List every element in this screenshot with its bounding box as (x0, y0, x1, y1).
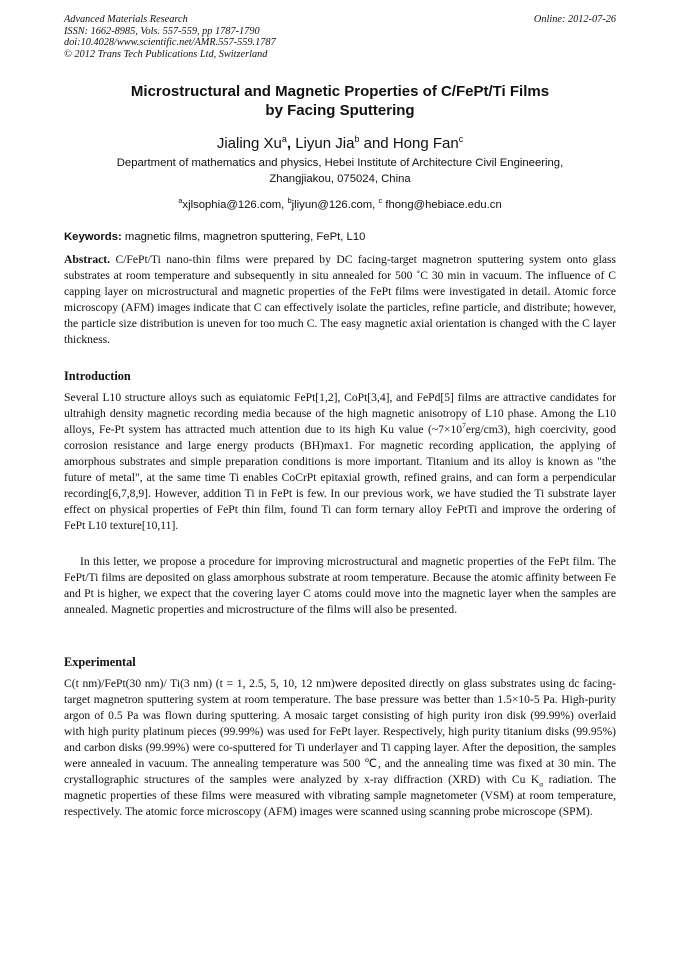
email-a[interactable]: xjlsophia@126.com, (182, 198, 288, 211)
introduction-heading: Introduction (64, 369, 131, 383)
abstract (64, 252, 616, 348)
intro-p1-text-a: Several L10 structure alloys such as equiatomic FePt[1,2], CoPt[3,4], and FePd[5] films are attractive candidates for ultrahigh density magnetic recording media because of the high magnetic anisotropy of L10 phase. Among the L10 alloys, Fe-Pt system has attracted much attention due to its high Ku value (~7×10 (64, 391, 616, 436)
author-2: Liyun Jia (295, 135, 355, 152)
author-separator-2: and (359, 135, 393, 152)
journal-doi: doi:10.4028/www.scientific.net/AMR.557-559.1787 (64, 37, 276, 49)
affiliation-line-2: Zhangjiakou, 075024, China (269, 172, 411, 185)
email-c[interactable]: fhong@hebiace.edu.cn (382, 198, 502, 211)
exp-p1-text-b: radiation. The magnetic properties of these films were measured with vibrating sample magnetometer (VSM) at room temperature, respectively. The atomic force microscopy (AFM) images were scanned using scanning probe microscope (SPM). (64, 772, 616, 818)
introduction-paragraph-1 (64, 390, 616, 534)
author-list (64, 130, 616, 153)
author-3: Hong Fan (392, 135, 459, 152)
experimental-paragraph-1 (64, 676, 616, 820)
email-b[interactable]: jliyun@126.com, (291, 198, 379, 211)
affiliation-line-1: Department of mathematics and physics, Hebei Institute of Architecture Civil Engineering, (116, 157, 564, 169)
title-line-1: Microstructural and Magnetic Properties of C/FePt/Ti Films (130, 83, 550, 100)
title-line-2: by Facing Sputtering (265, 102, 415, 119)
keywords (64, 230, 616, 244)
author-separator-1: , (286, 135, 296, 152)
paper-title (64, 82, 616, 120)
email-c-mark: c (378, 196, 383, 205)
email-a-mark: a (178, 196, 183, 205)
affiliation (80, 156, 600, 187)
intro-p1-text-b: erg/cm3), high coercivity, good corrosion resistance and large energy products (BH)max1. For magnetic recording application, the applying of amorphous substrates and simple preparation conditions is more important. Titanium and its alloy is known as "the future of metal", at the same time Ti enables CoCrPt epitaxial growth, refined grains, and can form a perpendicular recording[6,7,8,9]. However, addition Ti in FePt is few. In our previous work, we have studied the Ti substrate layer effect on physical properties of FePt thin film, found Ti can form ternary alloy FePtTi and improve the ordering of FePt L10 texture[10,11]. (64, 422, 616, 532)
exp-p1-text-a: C(t nm)/FePt(30 nm)/ Ti(3 nm) (t = 1, 2.5, 5, 10, 12 nm)were deposited directly on glass substrates using dc facing-target magnetron sputtering system at room temperature. The base pressure was better than 1.5×10-5 Pa. High-purity argon of 0.5 Pa was flown during sputtering. A mosaic target consisting of high purity iron disk (99.99%) overlaid with high purity platinum pieces (99.99%) was used for FePt layer. Respectively, high purity titanium disks (99.95%) and carbon disks (99.99%) were co-sputtered for Ti underlayer and Ti capping layer. After the deposition, the samples were annealed in vacuum. The annealing temperature was 500 ℃, and the annealing time was fixed at 30 min. The crystallographic structures of the samples were analyzed by x-ray diffraction (XRD) with Cu K (64, 677, 616, 786)
experimental-heading: Experimental (64, 655, 136, 669)
keywords-text: magnetic films, magnetron sputtering, FePt, L10 (121, 231, 366, 243)
introduction-paragraph-2: In this letter, we propose a procedure for improving microstructural and magnetic properties of the FePt film. The FePt/Ti films are deposited on glass amorphous substrate at room temperature. Because the atomic affinity between Fe and Pt is higher, we expect that the covering layer C atoms could move into the magnetic layer when the samples are annealed. Magnetic properties and microstructure of the films will also be presented. (64, 555, 616, 616)
abstract-label: Abstract. (64, 253, 111, 266)
journal-issn: ISSN: 1662-8985, Vols. 557-559, pp 1787-1790 (64, 25, 260, 37)
author-1: Jialing Xu (216, 135, 282, 152)
journal-copyright: © 2012 Trans Tech Publications Ltd, Switzerland (64, 48, 268, 60)
journal-name: Advanced Materials Research (64, 14, 188, 25)
email-b-mark: b (287, 196, 292, 205)
author-3-mark: c (458, 134, 464, 144)
intro-p1-superscript: 7 (462, 421, 466, 431)
author-emails (64, 194, 616, 212)
author-2-mark: b (354, 134, 360, 144)
online-date: Online: 2012-07-26 (533, 14, 616, 25)
keywords-label: Keywords: (64, 231, 122, 243)
exp-p1-subscript: α (539, 779, 544, 789)
abstract-text: C/FePt/Ti nano-thin films were prepared by DC facing-target magnetron sputtering system onto glass substrates at room temperature and subsequently in situ annealed for 500 ˚C 30 min in vacuum. The influence of C capping layer on microstructural and magnetic properties of the FePt films were investigated in detail. Atomic force microscopy (AFM) images indicate that C can effectively isolate the particles, refine particle, and distribute; however, the particle size distribution is uneven for too much C. The easy magnetic axial orientation is changed with the C layer thickness. (64, 253, 616, 346)
author-1-mark: a (281, 134, 287, 144)
